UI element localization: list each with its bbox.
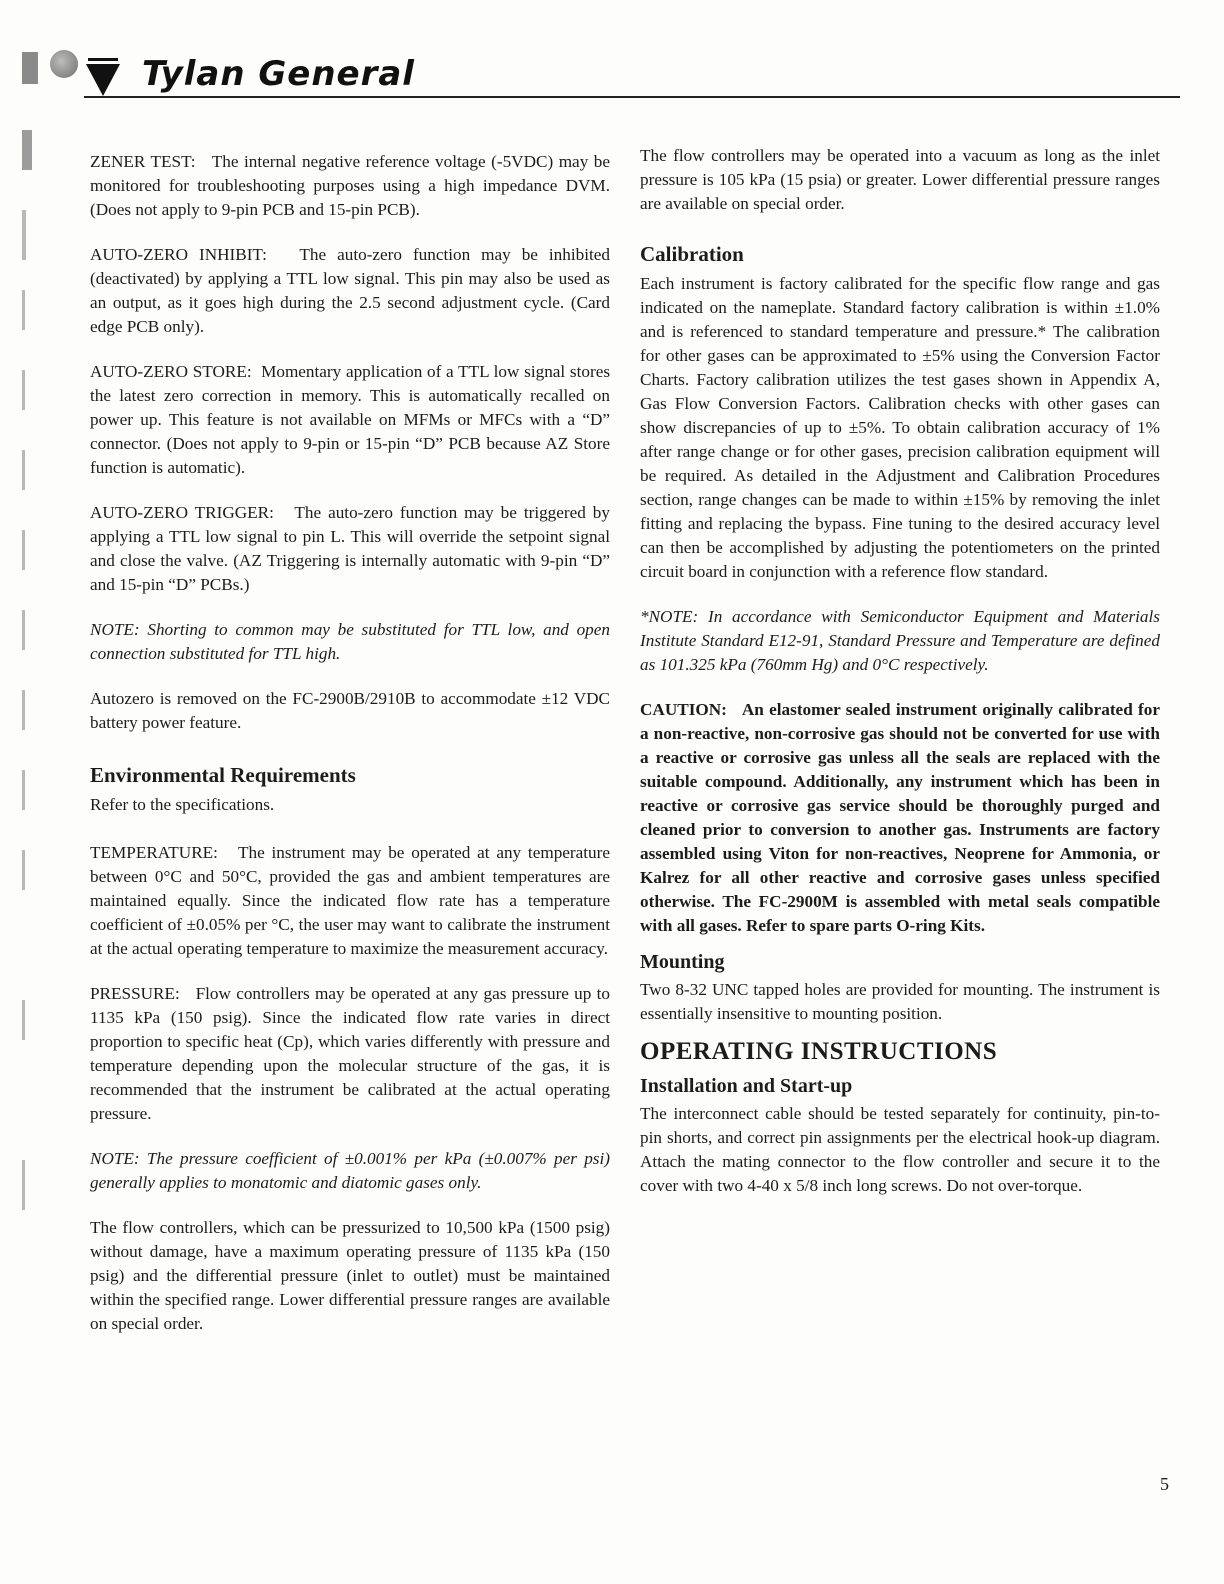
caution-paragraph <box>640 698 1160 938</box>
temperature-text: The instrument may be operated at any temperature between 0°C and 50°C, provided the gas and ambient temperatures are maintained equally. Since the indicated flow rate has a temperature coefficient of ±0.05% per °C, the user may want to calibrate the instrument at the actual operating temperature to maximize the measurement accuracy. <box>90 843 610 958</box>
pressure-paragraph <box>90 982 610 1126</box>
azs-label: AUTO-ZERO STORE: <box>90 362 252 381</box>
logo-circle-icon <box>50 50 78 78</box>
pressure-coefficient-note: NOTE: The pressure coefficient of ±0.001% per kPa (±0.007% per psi) generally applies to monatomic and diatomic gases only. <box>90 1149 610 1192</box>
binding-mark <box>22 530 25 570</box>
calibration-paragraph: Each instrument is factory calibrated for the specific flow range and gas indicated on the nameplate. Standard factory calibration is within ±1.0% and is referenced to standard temperature and pressure.* The calibration for other gases can be approximated to ±5% using the Conversion Factor Charts. Factory calibration utilizes the test gases shown in Appendix A, Gas Flow Conversion Factors. Calibration checks with other gases can show discrepancies of up to ±5%. To obtain calibration accuracy of 1% after range change or for other gases, precision calibration equipment will be required. As detailed in the Adjustment and Calibration Procedures section, range changes can be made to within ±15% by removing the inlet fitting and replacing the bypass. Fine tuning to the desired accuracy level can then be accomplished by adjusting the potentiometers on the printed circuit board in conjunction with a reference flow standard. <box>640 274 1160 581</box>
auto-zero-trigger-paragraph <box>90 501 610 597</box>
binding-mark <box>22 770 25 810</box>
logo-mark <box>22 52 38 84</box>
header-rule <box>84 96 1180 98</box>
mounting-paragraph: Two 8-32 UNC tapped holes are provided for mounting. The instrument is essentially insensitive to mounting position. <box>640 980 1160 1023</box>
binding-mark <box>22 1160 25 1210</box>
mounting-heading: Mounting <box>640 951 725 973</box>
vacuum-paragraph: The flow controllers may be operated into a vacuum as long as the inlet pressure is 105 kPa (15 psia) or greater. Lower differential pressure ranges are available on special order. <box>640 146 1160 213</box>
temperature-paragraph <box>90 841 610 961</box>
azi-label: AUTO-ZERO INHIBIT: <box>90 245 267 264</box>
binding-mark <box>22 690 25 730</box>
calibration-heading: Calibration <box>640 242 744 266</box>
pressurized-paragraph: The flow controllers, which can be pressurized to 10,500 kPa (1500 psig) without damage, have a maximum operating pressure of 1135 kPa (150 psig) and the differential pressure (inlet to outlet) must be maintained within the specified range. Lower differential pressure ranges are available on special order. <box>90 1218 610 1333</box>
binding-mark <box>22 850 25 890</box>
page-header <box>22 44 1162 104</box>
environmental-intro: Refer to the specifications. <box>90 795 275 814</box>
binding-mark <box>22 1000 25 1040</box>
caution-label: CAUTION: <box>640 700 727 719</box>
temperature-label: TEMPERATURE: <box>90 843 218 862</box>
installation-heading: Installation and Start-up <box>640 1075 853 1097</box>
zener-text: The internal negative reference voltage (-5VDC) may be monitored for troubleshooting purposes using a high impedance DVM. (Does not apply to 9-pin PCB and 15-pin PCB). <box>90 152 611 219</box>
binding-mark <box>22 610 25 650</box>
zener-test-paragraph <box>90 150 610 222</box>
azi-text: The auto-zero function may be inhibited (deactivated) by applying a TTL low signal. This pin may also be used as an output, as it goes high during the 2.5 second adjustment cycle. (Card edge PCB only). <box>90 245 610 336</box>
auto-zero-store-paragraph <box>90 360 610 480</box>
pressure-text: Flow controllers may be operated at any gas pressure up to 1135 kPa (150 psig). Since the indicated flow rate varies in direct proportion to specific heat (Cp), which varies differently with pressure and temperature depending upon the molecular structure of the gas, it is recommended that the instrument be calibrated at the actual operating pressure. <box>90 984 611 1123</box>
pressure-label: PRESSURE: <box>90 984 180 1003</box>
ttl-note: NOTE: Shorting to common may be substituted for TTL low, and open connection substituted for TTL high. <box>90 620 610 663</box>
binding-mark <box>22 130 32 170</box>
binding-mark <box>22 370 25 410</box>
installation-paragraph: The interconnect cable should be tested separately for continuity, pin-to-pin shorts, and correct pin assignments per the electrical hook-up diagram. Attach the mating connector to the flow controller and secure it to the cover with two 4-40 x 5/8 inch long screws. Do not over-torque. <box>640 1104 1160 1195</box>
azt-text: The auto-zero function may be triggered by applying a TTL low signal to pin L. This will override the setpoint signal and close the valve. (AZ Triggering is internally automatic with 9-pin “D” and 15-pin “D” PCBs.) <box>90 503 610 594</box>
autozero-removed-paragraph: Autozero is removed on the FC-2900B/2910B to accommodate ±12 VDC battery power feature. <box>90 689 610 732</box>
environmental-heading: Environmental Requirements <box>90 763 356 787</box>
page-number: 5 <box>1160 1474 1169 1494</box>
azt-label: AUTO-ZERO TRIGGER: <box>90 503 274 522</box>
brand-logo-text: Tylan General <box>142 54 415 94</box>
logo-bar <box>88 58 118 61</box>
caution-text: An elastomer sealed instrument originally calibrated for a non-reactive, non-corrosive gas should not be converted for use with a reactive or corrosive gas unless all the seals are replaced with the suitable compound. Additionally, any instrument which has been in reactive or corrosive gas service should be thoroughly purged and cleaned prior to conversion to another gas. Instruments are factory assembled using Viton for non-reactives, Neoprene for Ammonia, or Kalrez for all other reactive and corrosive gases unless specified otherwise. The FC-2900M is assembled with metal seals compatible with all gases. Refer to spare parts O-ring Kits. <box>640 700 1160 935</box>
binding-mark <box>22 450 25 490</box>
binding-mark <box>22 210 26 260</box>
right-column <box>640 144 1160 1219</box>
operating-instructions-heading: OPERATING INSTRUCTIONS <box>640 1038 998 1065</box>
azs-text: Momentary application of a TTL low signal stores the latest zero correction in memory. This is automatically recalled on power up. This feature is not available on MFMs or MFCs with a “D” connector. (Does not apply to 9-pin or 15-pin “D” PCB because AZ Store function is automatic). <box>90 362 611 477</box>
left-column <box>90 150 610 1357</box>
logo-triangle-icon <box>86 64 120 96</box>
zener-label: ZENER TEST: <box>90 152 196 171</box>
standard-conditions-note: *NOTE: In accordance with Semiconductor Equipment and Materials Institute Standard E12-91, Standard Pressure and Temperature are defined as 101.325 kPa (760mm Hg) and 0°C respectively. <box>640 607 1160 674</box>
auto-zero-inhibit-paragraph <box>90 243 610 339</box>
binding-mark <box>22 290 25 330</box>
